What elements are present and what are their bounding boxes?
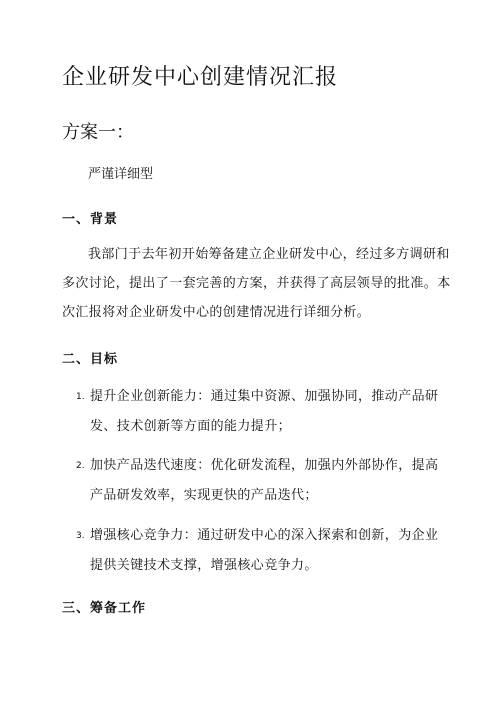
list-number: 2. (76, 461, 85, 471)
list-item-line: 产品研发效率，实现更快的产品迭代； (90, 488, 318, 503)
list-item (76, 382, 446, 442)
document-title: 企业研发中心创建情况汇报 (62, 65, 339, 90)
paragraph-line: 次汇报将对企业研发中心的创建情况进行详细分析。 (62, 305, 371, 320)
list-item (76, 521, 446, 581)
list-item-line: 发、技术创新等方面的能力提升； (90, 419, 292, 434)
plan-label: 方案一： (62, 122, 134, 143)
list-item-line: 加快产品迭代速度：优化研发流程，加强内外部协作，提高 (90, 458, 439, 473)
list-number: 3. (76, 531, 85, 541)
list-item-line: 增强核心竞争力：通过研发中心的深入探索和创新，为企业 (90, 528, 439, 543)
list-item-line: 提供关键技术支撑，增强核心竞争力。 (90, 558, 318, 573)
list-number: 1. (76, 392, 85, 402)
style-label: 严谨详细型 (88, 167, 154, 182)
list-item-line: 提升企业创新能力：通过集中资源、加强协同，推动产品研 (90, 389, 439, 404)
list-item (76, 451, 446, 511)
section-heading-goals: 二、目标 (62, 352, 119, 367)
section-heading-preparation: 三、筹备工作 (62, 601, 147, 616)
paragraph-line: 我部门于去年初开始筹备建立企业研发中心，经过多方调研和 (88, 247, 450, 262)
background-paragraph (62, 240, 451, 327)
section-heading-background: 一、背景 (62, 212, 119, 227)
paragraph-line: 多次讨论，提出了一套完善的方案，并获得了高层领导的批准。本 (62, 276, 451, 291)
